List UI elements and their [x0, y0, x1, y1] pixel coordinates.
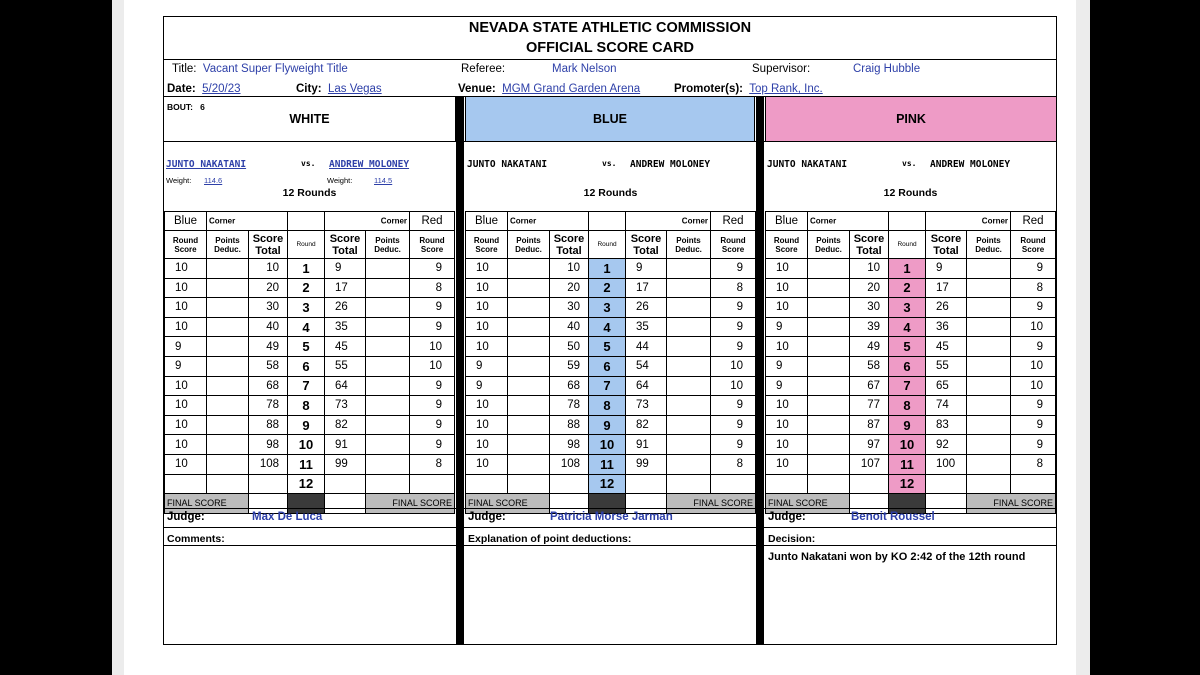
round-number: 6 [288, 356, 325, 376]
round-row: 9 39 4 36 10 [766, 317, 1056, 337]
comment-label: Explanation of point deductions: [468, 533, 632, 545]
panel-divider [456, 97, 464, 644]
blue-weight: 114.6 [204, 176, 223, 185]
round-row: 10 40 4 35 9 [466, 317, 756, 337]
round-number: 12 [589, 474, 626, 494]
round-row: 10 88 9 82 9 [165, 415, 455, 435]
round-number: 9 [589, 415, 626, 435]
round-number: 11 [889, 454, 926, 474]
round-row: 10 77 8 74 9 [766, 396, 1056, 416]
round-row: 9 68 7 64 10 [466, 376, 756, 396]
round-number: 7 [589, 376, 626, 396]
round-row: 10 97 10 92 9 [766, 435, 1056, 455]
score-table: Blue Corner Corner Red Round Score Points Deduc. Score Total Round Score Total Points Deduc. Round Score 10 10 1 9 9 10 20 2 17 8 10 30 3 26 9 10 40 4 35 9 10 50 5 44 9 9 59 6 54 10 9 68 7 64 10 10 78 8 73 9 10 88 9 82 9 10 98 10 91 9 10 108 11 99 8 12 FINAL SCORE FINAL SCORE [465, 211, 756, 514]
decision-text: Junto Nakatani won by KO 2:42 of the 12th round [768, 551, 1026, 563]
judge-name: Max De Luca [252, 511, 323, 523]
round-number: 11 [288, 454, 325, 474]
round-row: 10 108 11 99 8 [466, 454, 756, 474]
round-row: 10 10 1 9 9 [766, 259, 1056, 279]
round-number: 10 [889, 435, 926, 455]
round-row: 9 58 6 55 10 [766, 356, 1056, 376]
round-row: 10 40 4 35 9 [165, 317, 455, 337]
red-fighter-name: ANDREW MOLONEY [329, 159, 410, 170]
referee-field: Referee: [461, 63, 506, 75]
round-number: 2 [889, 278, 926, 298]
judge-panel-blue [465, 157, 756, 507]
round-number: 1 [889, 259, 926, 279]
venue-field: Venue: MGM Grand Garden Arena [458, 83, 641, 95]
red-fighter-name: ANDREW MOLONEY [930, 159, 1011, 170]
date-field: Date: 5/20/23 [167, 83, 241, 95]
round-row: 10 88 9 82 9 [466, 415, 756, 435]
final-score-blue: FINAL SCORE [466, 494, 550, 514]
round-number: 5 [889, 337, 926, 357]
round-row: 10 78 8 73 9 [466, 396, 756, 416]
round-row [466, 474, 756, 494]
judge-name: Benoit Roussel [851, 511, 935, 523]
round-number: 7 [889, 376, 926, 396]
round-number: 4 [589, 317, 626, 337]
round-number: 12 [889, 474, 926, 494]
round-row: 10 20 2 17 8 [766, 278, 1056, 298]
score-table: Blue Corner Corner Red Round Score Points Deduc. Score Total Round Score Total Points Deduc. Round Score 10 10 1 9 9 10 20 2 17 8 10 30 3 26 9 10 40 4 35 9 9 49 5 45 10 9 58 6 55 10 10 68 7 64 9 10 78 8 73 9 10 88 9 82 9 10 98 10 91 9 10 108 11 99 8 12 FINAL SCORE FINAL SCORE [164, 211, 455, 514]
round-number: 5 [589, 337, 626, 357]
round-number: 2 [288, 278, 325, 298]
band-white: WHITE [164, 97, 456, 141]
round-row: 10 98 10 91 9 [165, 435, 455, 455]
rounds-title: 12 Rounds [583, 187, 638, 199]
title-value: Vacant Super Flyweight Title [202, 63, 348, 75]
bout-number: BOUT: 6 [167, 102, 205, 112]
rounds-title: 12 Rounds [282, 187, 337, 199]
round-row: 10 30 3 26 9 [466, 298, 756, 318]
round-row: 10 87 9 83 9 [766, 415, 1056, 435]
round-number: 5 [288, 337, 325, 357]
round-number: 10 [589, 435, 626, 455]
round-number: 12 [288, 474, 325, 494]
round-row: 10 49 5 45 9 [766, 337, 1056, 357]
final-score-red: FINAL SCORE [667, 494, 756, 514]
blue-fighter-name: JUNTO NAKATANI [166, 159, 247, 170]
round-row: 10 108 11 99 8 [165, 454, 455, 474]
round-row: 10 68 7 64 9 [165, 376, 455, 396]
round-row: 10 30 3 26 9 [766, 298, 1056, 318]
score-card [163, 16, 1057, 645]
round-number: 11 [589, 454, 626, 474]
comment-label: Decision: [768, 533, 816, 545]
round-row: 10 20 2 17 8 [466, 278, 756, 298]
round-number: 9 [288, 415, 325, 435]
round-number: 4 [889, 317, 926, 337]
round-number: 7 [288, 376, 325, 396]
round-row: 9 59 6 54 10 [466, 356, 756, 376]
judge-panel-pink [765, 157, 1056, 507]
red-weight: 114.5 [374, 176, 393, 185]
round-number: 2 [589, 278, 626, 298]
band-pink: PINK [765, 97, 1056, 141]
round-row [766, 474, 1056, 494]
judge-panel-white: JUNTO NAKATANI vs. ANDREW MOLONEY Weight: 114.6 Weight: 114.5 12 Rounds Blue Corner Corner Red Round Score Points Deduc. Score Total Round Score Total Points Deduc. Round Score 10 10 1 9 9 10 20 2 17 8 10 30 3 26 9 10 40 4 35 9 9 49 5 45 10 9 58 6 55 10 10 68 7 64 9 10 78 8 73 9 10 88 9 82 9 10 98 10 91 9 10 108 11 99 8 12 FINAL SCORE FINAL SCORE [164, 157, 455, 507]
round-row: 10 50 5 44 9 [466, 337, 756, 357]
round-number: 8 [288, 396, 325, 416]
round-number: 10 [288, 435, 325, 455]
round-row: 10 78 8 73 9 [165, 396, 455, 416]
round-number: 1 [288, 259, 325, 279]
final-score-blue: FINAL SCORE [766, 494, 850, 514]
city-field: City: Las Vegas [296, 83, 382, 95]
round-number: 4 [288, 317, 325, 337]
round-number: 3 [889, 298, 926, 318]
round-row: 10 98 10 91 9 [466, 435, 756, 455]
referee-value: Mark Nelson [552, 63, 617, 75]
score-table: Blue Corner Corner Red Round Score Points Deduc. Score Total Round Score Total Points Deduc. Round Score 10 10 1 9 9 10 20 2 17 8 10 30 3 26 9 9 39 4 36 10 10 49 5 45 9 9 58 6 55 10 9 67 7 65 10 10 77 8 74 9 10 87 9 83 9 10 97 10 92 9 10 107 11 100 8 12 FINAL SCORE FINAL SCORE [765, 211, 1056, 514]
red-fighter-name: ANDREW MOLONEY [630, 159, 711, 170]
score-card-title: OFFICIAL SCORE CARD [525, 40, 695, 56]
round-number: 9 [889, 415, 926, 435]
round-row: 9 67 7 65 10 [766, 376, 1056, 396]
round-number: 6 [589, 356, 626, 376]
round-row: 10 10 1 9 9 [466, 259, 756, 279]
blue-fighter-name: JUNTO NAKATANI [467, 159, 548, 170]
supervisor-field: Supervisor: [752, 63, 811, 75]
round-number: 6 [889, 356, 926, 376]
final-score-red: FINAL SCORE [967, 494, 1056, 514]
commission-title: NEVADA STATE ATHLETIC COMMISSION [468, 20, 752, 36]
round-number: 3 [589, 298, 626, 318]
fighter-names: JUNTO NAKATANI vs. ANDREW MOLONEY [166, 159, 410, 170]
judge-name: Patricia Morse Jarman [550, 511, 673, 523]
judge-line: Judge: Max De Luca [167, 511, 323, 523]
round-row: 9 49 5 45 10 [165, 337, 455, 357]
title-field: Title: Vacant Super Flyweight Title [172, 63, 348, 75]
band-blue: BLUE [465, 97, 755, 141]
final-score-red: FINAL SCORE [366, 494, 455, 514]
panel-divider [756, 97, 764, 644]
comment-label: Comments: [167, 533, 225, 545]
judge-line: Judge: Benoit Roussel [768, 511, 935, 523]
round-number: 1 [589, 259, 626, 279]
fighter-names: JUNTO NAKATANI vs. ANDREW MOLONEY [767, 159, 1011, 170]
round-row: 10 107 11 100 8 [766, 454, 1056, 474]
blue-fighter-name: JUNTO NAKATANI [767, 159, 848, 170]
round-number: 8 [889, 396, 926, 416]
round-row: 10 20 2 17 8 [165, 278, 455, 298]
fighter-names: JUNTO NAKATANI vs. ANDREW MOLONEY [467, 159, 711, 170]
rounds-title: 12 Rounds [883, 187, 938, 199]
supervisor-value: Craig Hubble [853, 63, 921, 75]
round-number: 3 [288, 298, 325, 318]
final-score-blue: FINAL SCORE [165, 494, 249, 514]
round-row: 9 58 6 55 10 [165, 356, 455, 376]
round-row: 10 30 3 26 9 [165, 298, 455, 318]
judge-line: Judge: Patricia Morse Jarman [468, 511, 673, 523]
round-row: 10 10 1 9 9 [165, 259, 455, 279]
round-number: 8 [589, 396, 626, 416]
round-row [165, 474, 455, 494]
promoter-field: Promoter(s): Top Rank, Inc. [674, 83, 823, 95]
